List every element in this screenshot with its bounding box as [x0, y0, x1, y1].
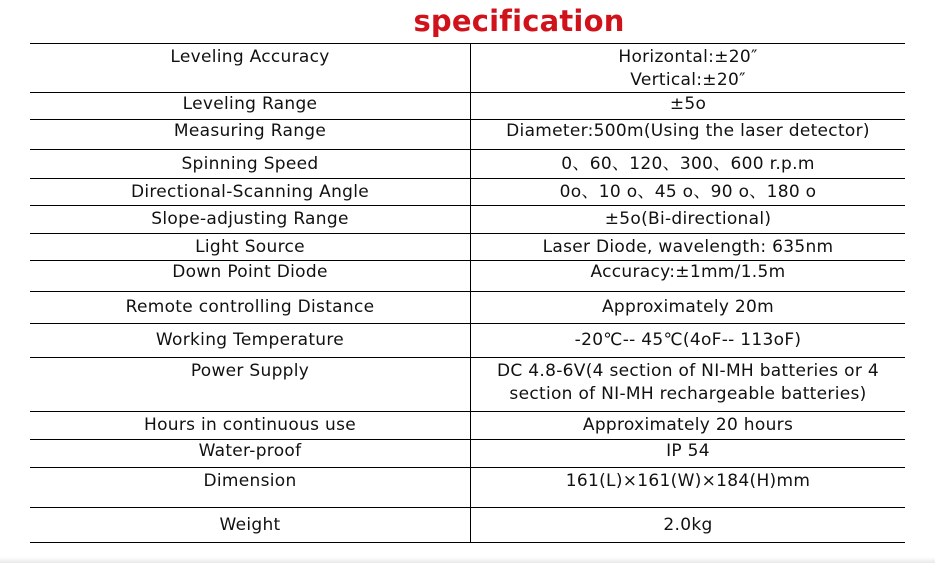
- spec-value-line: section of NI-MH rechargeable batteries): [509, 384, 867, 404]
- spec-value: IP 54: [471, 440, 906, 468]
- specification-table: [30, 43, 905, 543]
- spec-name: Spinning Speed: [30, 150, 471, 179]
- table-row: [30, 440, 905, 468]
- table-row: [30, 44, 905, 93]
- spec-value: [471, 44, 906, 93]
- table-row: [30, 234, 905, 261]
- spec-name: Working Temperature: [30, 324, 471, 358]
- spec-name: Dimension: [30, 468, 471, 508]
- table-row: [30, 468, 905, 508]
- spec-value-line: DC 4.8-6V(4 section of NI-MH batteries or 4: [497, 361, 879, 381]
- table-row: [30, 120, 905, 150]
- spec-name: Directional-Scanning Angle: [30, 179, 471, 206]
- spec-value: 0、60、120、300、600 r.p.m: [471, 150, 906, 179]
- spec-name: Leveling Accuracy: [30, 44, 471, 93]
- table-row: [30, 292, 905, 324]
- spec-value: Diameter:500m(Using the laser detector): [471, 120, 906, 150]
- spec-value: 0o、10 o、45 o、90 o、180 o: [471, 179, 906, 206]
- spec-name: Leveling Range: [30, 93, 471, 120]
- table-row: [30, 150, 905, 179]
- spec-name: Slope-adjusting Range: [30, 206, 471, 234]
- spec-value-line: Vertical:±20″: [630, 70, 746, 90]
- spec-name: Measuring Range: [30, 120, 471, 150]
- spec-name: Hours in continuous use: [30, 412, 471, 440]
- spec-name: Down Point Diode: [30, 261, 471, 292]
- table-row: [30, 412, 905, 440]
- spec-name: Power Supply: [30, 358, 471, 412]
- spec-value: Approximately 20 hours: [471, 412, 906, 440]
- table-row: [30, 179, 905, 206]
- spec-name: Remote controlling Distance: [30, 292, 471, 324]
- spec-name: Water-proof: [30, 440, 471, 468]
- spec-value-line: Horizontal:±20″: [618, 47, 758, 67]
- table-row: [30, 324, 905, 358]
- table-row: [30, 358, 905, 412]
- bottom-shadow: [0, 557, 935, 563]
- spec-value: 2.0kg: [471, 508, 906, 543]
- spec-name: Weight: [30, 508, 471, 543]
- spec-title: specification: [413, 4, 625, 38]
- spec-value: ±5o(Bi-directional): [471, 206, 906, 234]
- spec-value: Laser Diode, wavelength: 635nm: [471, 234, 906, 261]
- spec-value: 161(L)×161(W)×184(H)mm: [471, 468, 906, 508]
- table-row: [30, 93, 905, 120]
- spec-value: -20℃-- 45℃(4oF-- 113oF): [471, 324, 906, 358]
- table-row: [30, 261, 905, 292]
- spec-value: ±5o: [471, 93, 906, 120]
- spec-name: Light Source: [30, 234, 471, 261]
- table-row: [30, 508, 905, 543]
- spec-value: Accuracy:±1mm/1.5m: [471, 261, 906, 292]
- table-row: [30, 206, 905, 234]
- spec-value: Approximately 20m: [471, 292, 906, 324]
- spec-value: [471, 358, 906, 412]
